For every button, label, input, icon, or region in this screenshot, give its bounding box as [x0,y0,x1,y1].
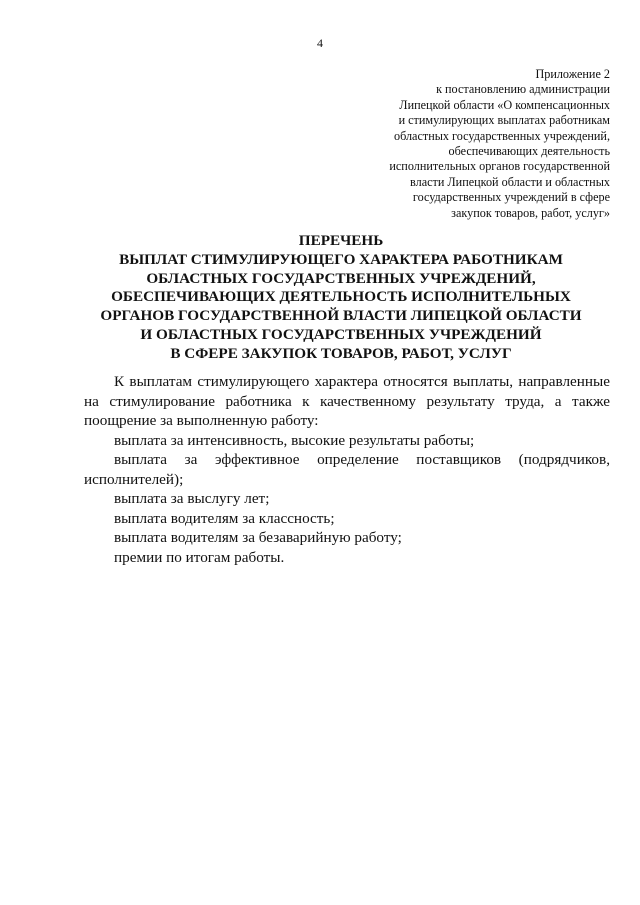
list-item: премии по итогам работы. [114,548,285,566]
title-line: В СФЕРЕ ЗАКУПОК ТОВАРОВ, РАБОТ, УСЛУГ [170,344,512,362]
list-item: выплата водителям за безаварийную работу; [114,529,402,546]
title-line: ОБЛАСТНЫХ ГОСУДАРСТВЕННЫХ УЧРЕЖДЕНИЙ, [146,269,536,287]
annex-line: закупок товаров, работ, услуг» [451,205,610,220]
title-line: ПЕРЕЧЕНЬ [298,232,384,249]
intro-paragraph: К выплатам стимулирующего характера относятся выплаты, направленные на стимулирование работника к качественному результату труда, а также поощрение за выполненную работу: [84,373,610,429]
title-line: И ОБЛАСТНЫХ ГОСУДАРСТВЕННЫХ УЧРЕЖДЕНИЙ [140,325,542,343]
list-item: выплата за эффективное определение поставщиков (подрядчиков, исполнителей); [84,451,610,488]
annex-line: государственных учреждений в сфере [412,190,610,205]
annex-line: Приложение 2 [535,67,610,81]
annex-line: обеспечивающих деятельность [448,144,610,159]
title-line: ВЫПЛАТ СТИМУЛИРУЮЩЕГО ХАРАКТЕРА РАБОТНИКАМ [119,250,563,268]
annex-line: исполнительных органов государственной [389,159,610,174]
document-title [88,232,594,364]
list-item: выплата за интенсивность, высокие результаты работы; [114,431,475,449]
annex-line: областных государственных учреждений, [393,128,610,143]
title-line: ОРГАНОВ ГОСУДАРСТВЕННОЙ ВЛАСТИ ЛИПЕЦКОЙ ОБЛАСТИ [100,307,582,325]
list-item: выплата водителям за классность; [114,509,335,527]
annex-line: Липецкой области «О компенсационных [399,97,610,112]
title-line: ОБЕСПЕЧИВАЮЩИХ ДЕЯТЕЛЬНОСТЬ ИСПОЛНИТЕЛЬНЫХ [111,288,571,306]
annex-line: к постановлению администрации [436,82,610,97]
document-body [84,372,610,567]
annex-line: власти Липецкой области и областных [410,174,610,189]
annex-header [310,67,610,221]
annex-line: и стимулирующих выплатах работникам [398,113,610,128]
list-item: выплата за выслугу лет; [114,490,270,507]
page-number: 4 [317,36,323,50]
